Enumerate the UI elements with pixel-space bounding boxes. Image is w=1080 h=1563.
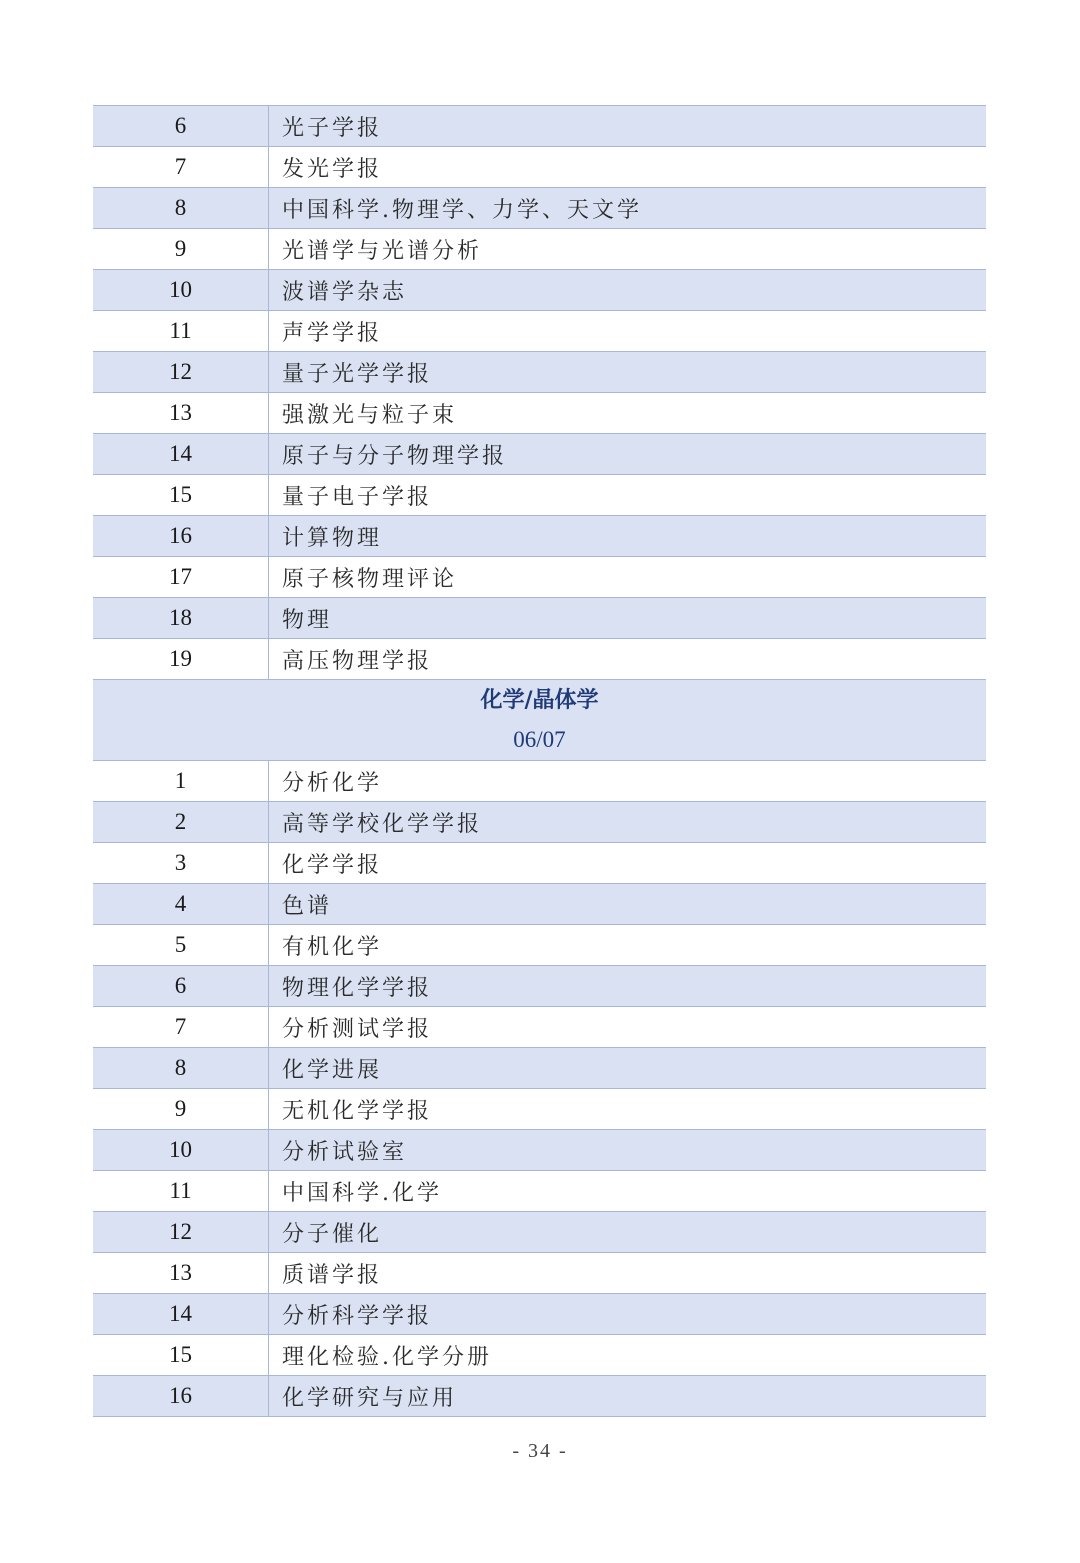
journal-name: 计算物理	[269, 516, 987, 557]
row-number: 2	[93, 802, 269, 843]
journal-name: 化学研究与应用	[269, 1376, 987, 1417]
journal-table	[93, 105, 986, 1417]
journal-name: 原子核物理评论	[269, 557, 987, 598]
table-row	[93, 147, 986, 188]
row-number: 14	[93, 434, 269, 475]
row-number: 15	[93, 1335, 269, 1376]
table-row	[93, 802, 986, 843]
row-number: 6	[93, 966, 269, 1007]
journal-name: 化学学报	[269, 843, 987, 884]
row-number: 10	[93, 1130, 269, 1171]
table-row	[93, 761, 986, 802]
journal-name: 分析科学学报	[269, 1294, 987, 1335]
journal-name: 光子学报	[269, 106, 987, 147]
section-header	[93, 680, 986, 761]
journal-name: 分析试验室	[269, 1130, 987, 1171]
journal-name: 量子光学学报	[269, 352, 987, 393]
journal-name: 高压物理学报	[269, 639, 987, 680]
row-number: 7	[93, 1007, 269, 1048]
journal-name: 化学进展	[269, 1048, 987, 1089]
section-header-row	[93, 680, 986, 761]
journal-name: 有机化学	[269, 925, 987, 966]
table-row	[93, 516, 986, 557]
row-number: 13	[93, 1253, 269, 1294]
journal-name: 质谱学报	[269, 1253, 987, 1294]
row-number: 4	[93, 884, 269, 925]
table-row	[93, 1089, 986, 1130]
table-row	[93, 106, 986, 147]
row-number: 8	[93, 1048, 269, 1089]
table-row	[93, 966, 986, 1007]
table-row	[93, 311, 986, 352]
table-row	[93, 1048, 986, 1089]
section-code: 06/07	[513, 727, 566, 752]
table-row	[93, 1007, 986, 1048]
row-number: 12	[93, 352, 269, 393]
row-number: 6	[93, 106, 269, 147]
journal-name: 高等学校化学学报	[269, 802, 987, 843]
table-row	[93, 1130, 986, 1171]
row-number: 3	[93, 843, 269, 884]
table-row	[93, 884, 986, 925]
row-number: 16	[93, 516, 269, 557]
journal-name: 中国科学.物理学、力学、天文学	[269, 188, 987, 229]
journal-name: 理化检验.化学分册	[269, 1335, 987, 1376]
table-row	[93, 434, 986, 475]
row-number: 9	[93, 229, 269, 270]
row-number: 19	[93, 639, 269, 680]
table-row	[93, 270, 986, 311]
row-number: 17	[93, 557, 269, 598]
table-row	[93, 229, 986, 270]
table-row	[93, 352, 986, 393]
journal-name: 物理化学学报	[269, 966, 987, 1007]
journal-name: 无机化学学报	[269, 1089, 987, 1130]
row-number: 16	[93, 1376, 269, 1417]
table-row	[93, 925, 986, 966]
row-number: 9	[93, 1089, 269, 1130]
row-number: 10	[93, 270, 269, 311]
row-number: 11	[93, 311, 269, 352]
row-number: 7	[93, 147, 269, 188]
row-number: 15	[93, 475, 269, 516]
journal-name: 分子催化	[269, 1212, 987, 1253]
row-number: 1	[93, 761, 269, 802]
journal-name: 分析测试学报	[269, 1007, 987, 1048]
table-row	[93, 639, 986, 680]
table-row	[93, 598, 986, 639]
journal-name: 声学学报	[269, 311, 987, 352]
table-row	[93, 557, 986, 598]
table-row	[93, 1253, 986, 1294]
table-row	[93, 1376, 986, 1417]
journal-name: 光谱学与光谱分析	[269, 229, 987, 270]
journal-name: 原子与分子物理学报	[269, 434, 987, 475]
journal-name: 发光学报	[269, 147, 987, 188]
row-number: 13	[93, 393, 269, 434]
table-row	[93, 1335, 986, 1376]
row-number: 11	[93, 1171, 269, 1212]
journal-name: 量子电子学报	[269, 475, 987, 516]
table-row	[93, 393, 986, 434]
row-number: 18	[93, 598, 269, 639]
journal-name: 强激光与粒子束	[269, 393, 987, 434]
page-number: - 34 -	[512, 1440, 568, 1462]
table-row	[93, 1212, 986, 1253]
journal-name: 波谱学杂志	[269, 270, 987, 311]
section-title: 化学/晶体学	[480, 687, 599, 713]
table-row	[93, 188, 986, 229]
row-number: 5	[93, 925, 269, 966]
row-number: 12	[93, 1212, 269, 1253]
table-row	[93, 1171, 986, 1212]
table-row	[93, 1294, 986, 1335]
row-number: 14	[93, 1294, 269, 1335]
journal-name: 色谱	[269, 884, 987, 925]
table-row	[93, 475, 986, 516]
journal-name: 物理	[269, 598, 987, 639]
journal-name: 中国科学.化学	[269, 1171, 987, 1212]
journal-name: 分析化学	[269, 761, 987, 802]
table-row	[93, 843, 986, 884]
row-number: 8	[93, 188, 269, 229]
